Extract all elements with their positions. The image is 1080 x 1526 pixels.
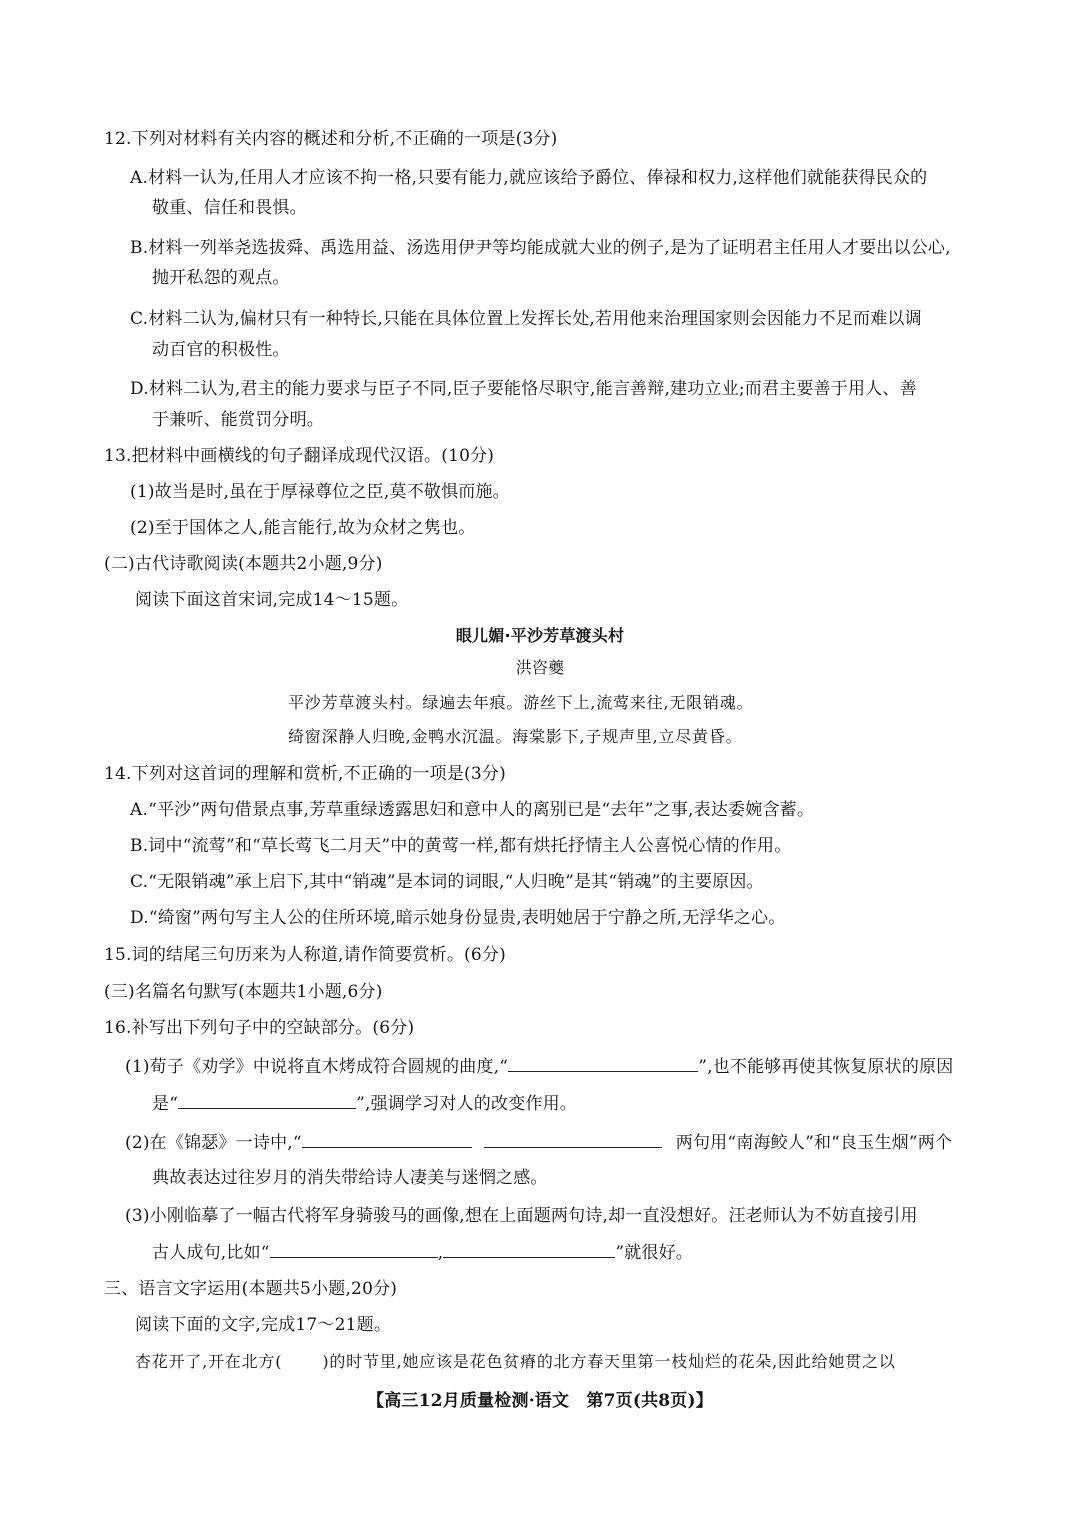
q12-option-c-line1: C.材料二认为,偏材只有一种特长,只能在具体位置上发挥长处,若用他来治理国家则会因能力不足而难以调 <box>130 309 922 329</box>
q16-item-1-line2 <box>152 1092 577 1116</box>
q13-stem: 13.把材料中画横线的句子翻译成现代汉语。(10分) <box>104 446 495 466</box>
passage-text-a: 杏花开了,开在北方( <box>135 1352 283 1371</box>
q16-blank-5[interactable] <box>270 1241 438 1258</box>
q14-stem: 14.下列对这首词的理解和赏析,不正确的一项是(3分) <box>104 764 506 784</box>
q12-option-c-line2: 动百官的积极性。 <box>152 340 290 360</box>
q16-item-1-text-b: ”,也不能够再使其恢复原状的原因 <box>698 1057 954 1077</box>
q16-item-2-line1 <box>125 1131 952 1155</box>
page-footer: 【高三12月质量检测·语文 第7页(共8页)】 <box>367 1391 713 1411</box>
part-3-intro: 阅读下面的文字,完成17～21题。 <box>135 1315 392 1335</box>
q16-item-3-text-d: ”就很好。 <box>615 1243 694 1263</box>
q13-sentence-1: (1)故当是时,虽在于厚禄尊位之臣,莫不敬惧而施。 <box>130 482 510 502</box>
q16-blank-1[interactable] <box>508 1055 698 1072</box>
q16-item-2-text-b: 两句用“南海鲛人”和“良玉生烟”两个 <box>675 1133 953 1153</box>
q16-item-1-text-a: (1)荀子《劝学》中说将直木烤成符合圆规的曲度,“ <box>125 1057 509 1077</box>
q16-item-3-line2 <box>152 1241 693 1265</box>
q16-item-3-text-b: 古人成句,比如“ <box>152 1243 270 1263</box>
q16-item-3-line1: (3)小刚临摹了一幅古代将军身骑骏马的画像,想在上面题两句诗,却一直没想好。汪老师认为不妨直接引用 <box>125 1206 918 1226</box>
q12-option-b-line1: B.材料一列举尧选拔舜、禹选用益、汤选用伊尹等均能成就大业的例子,是为了证明君主任用人才要出以公心, <box>130 238 951 258</box>
poem-line-2: 绮窗深静人归晚,金鸭水沉温。海棠影下,子规声里,立尽黄昏。 <box>288 727 743 746</box>
poem-author: 洪咨夔 <box>515 658 565 677</box>
q16-item-2-text-a: (2)在《锦瑟》一诗中,“ <box>125 1133 302 1153</box>
q12-option-a-line1: A.材料一认为,任用人才应该不拘一格,只要有能力,就应该给予爵位、俸禄和权力,这样他们就能获得民众的 <box>130 168 928 188</box>
poem-line-1: 平沙芳草渡头村。绿遍去年痕。游丝下上,流莺来往,无限销魂。 <box>288 693 754 712</box>
q16-blank-2[interactable] <box>178 1092 356 1109</box>
q16-blank-6[interactable] <box>443 1241 615 1258</box>
q12-stem: 12.下列对材料有关内容的概述和分析,不正确的一项是(3分) <box>104 129 558 149</box>
section-2-heading: (二)古代诗歌阅读(本题共2小题,9分) <box>104 554 383 574</box>
section-3-heading: (三)名篇名句默写(本题共1小题,6分) <box>104 982 383 1002</box>
q16-item-2-line2: 典故表达过往岁月的消失带给诗人凄美与迷惘之感。 <box>152 1168 548 1188</box>
q12-option-a-line2: 敬重、信任和畏惧。 <box>152 198 307 218</box>
q14-option-c: C.“无限销魂”承上启下,其中“销魂”是本词的词眼,“人归晚”是其“销魂”的主要原因。 <box>130 872 764 892</box>
q12-option-b-line2: 抛开私怨的观点。 <box>152 268 290 288</box>
q16-stem: 16.补写出下列句子中的空缺部分。(6分) <box>104 1018 415 1038</box>
q12-option-d-line1: D.材料二认为,君主的能力要求与臣子不同,臣子要能恪尽职守,能言善辩,建功立业;而君主要善于用人、善 <box>130 379 917 399</box>
q16-item-1-text-d: ”,强调学习对人的改变作用。 <box>356 1094 577 1114</box>
part-3-heading: 三、语言文字运用(本题共5小题,20分) <box>104 1279 398 1299</box>
q14-option-a: A.“平沙”两句借景点事,芳草重绿透露思妇和意中人的离别已是“去年”之事,表达委婉含蓄。 <box>130 800 815 820</box>
q13-sentence-2: (2)至于国体之人,能言能行,故为众材之隽也。 <box>130 518 476 538</box>
q16-item-1-text-c: 是“ <box>152 1094 179 1114</box>
q16-blank-3[interactable] <box>302 1131 472 1148</box>
q16-item-3-comma: , <box>437 1243 444 1263</box>
q14-option-b: B.词中“流莺”和“草长莺飞二月天”中的黄莺一样,都有烘托抒情主人公喜悦心情的作用。 <box>130 836 792 856</box>
q15-stem: 15.词的结尾三句历来为人称道,请作简要赏析。(6分) <box>104 945 506 965</box>
passage-text-b: )的时节里,她应该是花色贫瘠的北方春天里第一枝灿烂的花朵,因此给她贯之以 <box>322 1352 896 1371</box>
q14-option-d: D.“绮窗”两句写主人公的住所环境,暗示她身份显贵,表明她居于宁静之所,无浮华之心。 <box>130 908 786 928</box>
q12-option-d-line2: 于兼听、能赏罚分明。 <box>152 410 324 430</box>
passage-line-1 <box>135 1350 896 1374</box>
q16-item-1-line1 <box>125 1055 953 1079</box>
section-2-intro: 阅读下面这首宋词,完成14～15题。 <box>135 590 409 610</box>
poem-title: 眼儿媚·平沙芳草渡头村 <box>455 626 625 645</box>
q16-blank-4[interactable] <box>484 1131 662 1148</box>
